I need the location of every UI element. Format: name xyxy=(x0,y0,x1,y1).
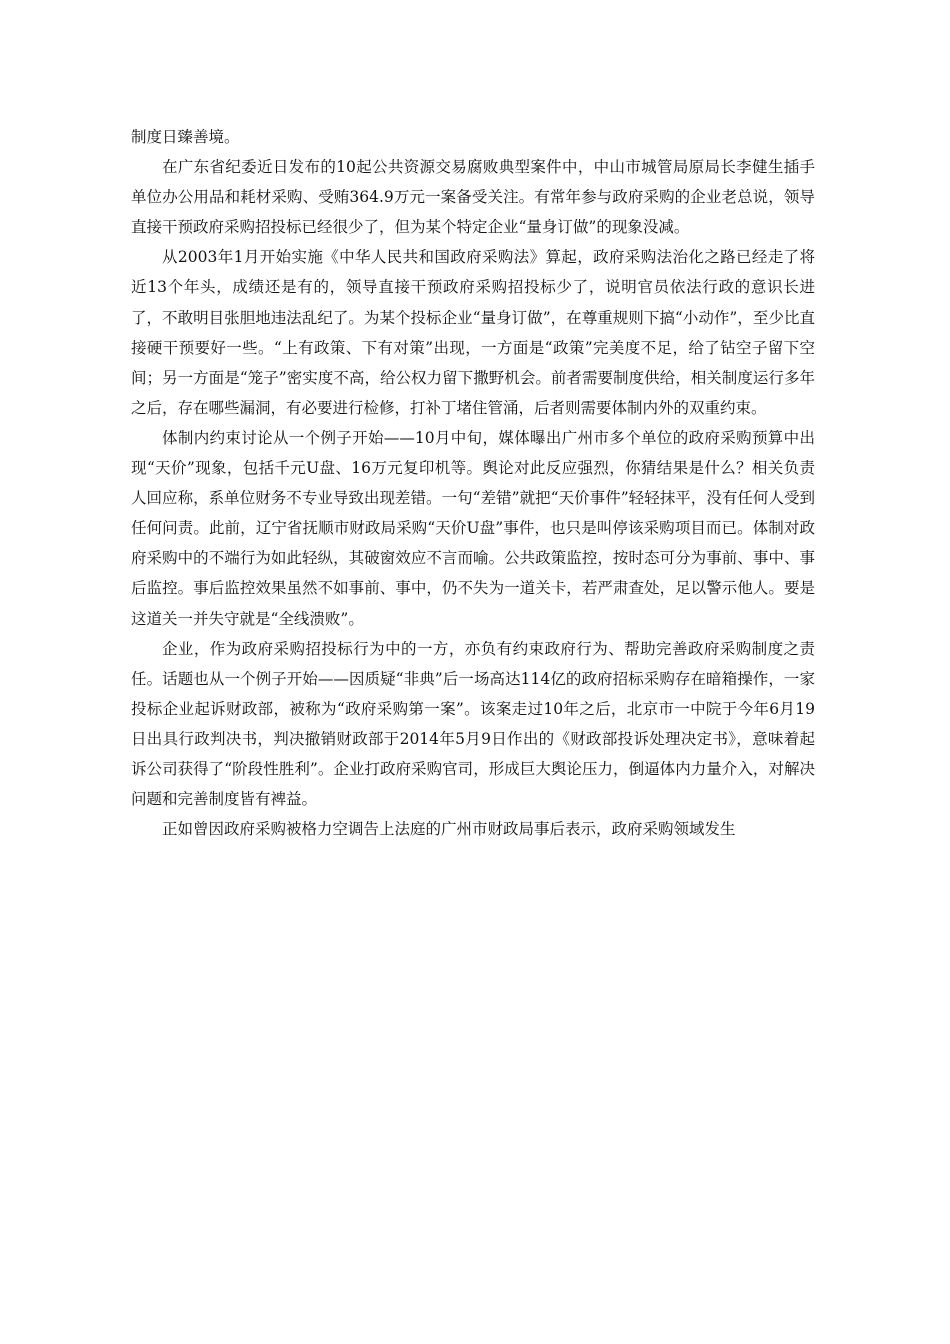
document-page xyxy=(131,122,815,844)
paragraph-enterprise-role: 企业，作为政府采购招投标行为中的一方，亦负有约束政府行为、帮助完善政府采购制度之责任。话题也从一个例子开始——因质疑“非典”后一场高达114亿的政府招标采购存在暗箱操作，一家投标企业起诉财政部，被称为“政府采购第一案”。该案走过10年之后，北京市一中院于今年6月19日出具行政判决书，判决撤销财政部于2014年5月9日作出的《财政部投诉处理决定书》，意味着起诉公司获得了“阶段性胜利”。企业打政府采购官司，形成巨大舆论压力，倒逼体内力量介入，对解决问题和完善制度皆有裨益。 xyxy=(131,639,815,809)
paragraph-continuation: 制度日臻善境。 xyxy=(131,128,240,146)
paragraph-guangdong-case: 在广东省纪委近日发布的10起公共资源交易腐败典型案件中，中山市城管局原局长李健生插手单位办公用品和耗材采购、受贿364.9万元一案备受关注。有常年参与政府采购的企业老总说，领导直接干预政府采购招投标已经很少了，但为某个特定企业“量身订做”的现象没减。 xyxy=(131,158,815,237)
paragraph-guangzhou-finance: 正如曾因政府采购被格力空调告上法庭的广州市财政局事后表示，政府采购领域发生 xyxy=(162,820,736,839)
paragraph-procurement-law: 从2003年1月开始实施《中华人民共和国政府采购法》算起，政府采购法治化之路已经走了将近13个年头，成绩还是有的，领导直接干预政府采购招投标少了，说明官员依法行政的意识长进了，不敢明目张胆地违法乱纪了。为某个投标企业“量身订做”，在尊重规则下搞“小动作”，至少比直接硬干预要好一些。“上有政策、下有对策”出现，一方面是“政策”完美度不足，给了钻空子留下空间；另一方面是“笼子”密实度不高，给公权力留下撒野机会。前者需要制度供给，相关制度运行多年之后，存在哪些漏洞，有必要进行检修，打补丁堵住管涌，后者则需要体制内外的双重约束。 xyxy=(131,248,815,417)
paragraph-internal-constraint: 体制内约束讨论从一个例子开始——10月中旬，媒体曝出广州市多个单位的政府采购预算中出现“天价”现象，包括千元U盘、16万元复印机等。舆论对此反应强烈，你猜结果是什么？相关负责人回应称，系单位财务不专业导致出现差错。一句“差错”就把“天价事件”轻轻抹平，没有任何人受到任何问责。此前，辽宁省抚顺市财政局采购“天价U盘”事件，也只是叫停该采购项目而已。体制对政府采购中的不端行为如此轻纵，其破窗效应不言而喻。公共政策监控，按时态可分为事前、事中、事后监控。事后监控效果虽然不如事前、事中，仍不失为一道关卡，若严肃查处，足以警示他人。要是这道关一并失守就是“全线溃败”。 xyxy=(131,428,815,628)
